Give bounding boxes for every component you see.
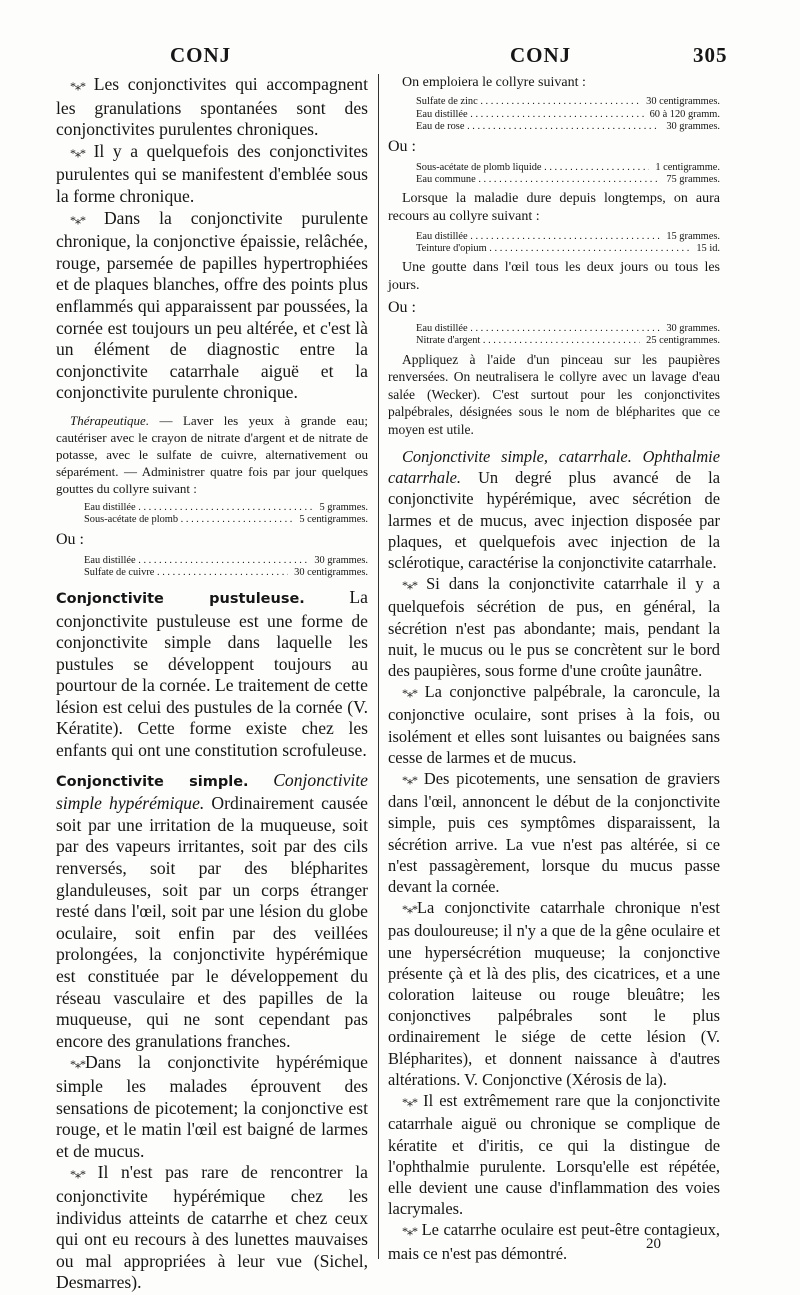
paragraph [388,1219,720,1263]
paragraph-text: Il n'est pas rare de rencontrer la conjonctivite hypérémique chez les individus atteints de catarrhe et chez ceux qui ont eu recours à des lunettes mauvaises ou mal appropriées à leur vue (Sichel, Desmarres). [56,1162,368,1293]
paragraph: On emploiera le collyre suivant : [402,75,586,90]
therapy-text: — Laver les yeux à grande eau; cautériser avec le crayon de nitrate d'argent et de nitrate de potasse, avec le sulfate de cuivre, alternativement ou séparément. — Administrer quatre fois par jour quelques gouttes du collyre suivant : [56,412,368,496]
paragraph-text: Il y a quelquefois des conjonctivites purulentes qui se manifestent d'emblée sous la forme chronique. [56,140,368,206]
right-column [388,74,720,1264]
prescription-line: Eau distillée . . . 5 grammes. [84,502,368,515]
or-label: Ou : [56,530,84,548]
asterism: *⁎* [402,1095,417,1110]
paragraph [388,681,720,768]
left-column [56,74,368,1295]
entry-text: Ordinairement causée soit par une irritation de la muqueuse, soit par des vapeurs irritantes, soit par des cils renversés, soit par des blépharites glanduleuses, soit par un corps étranger resté dans l'œil, soit par une lésion du globe oculaire, soit enfin par des veillées prolongées, la conjonctivite hypérémique est constituée par le développement du réseau vasculaire et des papilles de la muqueuse, qui ne sont cependant pas encore des granulations franches. [56,793,368,1051]
paragraph [56,74,368,141]
paragraph-text: Dans la conjonctivite purulente chronique, la conjonctive épaissie, relâchée, rouge, parsemée de papilles hypertrophiées et de plaques blanches, offre des points plus enflammés qui apparaissent par poussées, la cornée est toujours un peu altérée, et c'est là un élément de diagnostic entre la conjonctivite catarrhale aiguë et la conjonctivite purulente chronique. [56,207,368,403]
signature-mark: 20 [646,1236,661,1252]
paragraph-text: La conjonctive palpébrale, la caroncule, la conjonctive oculaire, sont prises à la fois, ou isolément et elles sont luisantes ou baignées sans cesse de larmes et de mucus. [388,682,720,767]
paragraph [388,1090,720,1219]
paragraph-text: La conjonctivite catarrhale chronique n'est pas douloureuse; il n'y a que de la gêne oculaire et une hypersécrétion muqueuse; la conjonctive présente çà et là des plis, des cicatrices, et a une coloration laiteuse ou rouge bleuâtre; les conjonctives palpébrales sont le plus ordinairement le siége de cette lésion (V. Blépharites), et donnent naissance à d'autres altérations. V. Conjonctive (Xérosis de la). [388,898,720,1089]
prescription-line: Sous-acétate de plomb liquide . . . 1 centigramme. [416,162,720,175]
entry-subtitle: Conjonctivite simple hypérémique. [56,769,368,814]
prescription-2 [84,555,368,580]
paragraph: Lorsque la maladie dure depuis longtemps, on aura recours au collyre suivant : [388,190,720,224]
entry-catarrhale [388,446,720,573]
prescription-line: Eau distillée . . . 30 grammes. [84,555,368,568]
paragraph-text: Les conjonctivites qui accompagnent les granulations spontanées sont des conjonctivites purulentes chroniques. [56,74,368,140]
prescription-line: Teinture d'opium . . . 15 id. [416,243,720,256]
entry-heading: Conjonctivite simple. [56,773,249,790]
prescription-line: Nitrate d'argent . . . 25 centigrammes. [416,335,720,348]
paragraph-text: Si dans la conjonctivite catarrhale il y a quelquefois sécrétion de pus, en général, la sécrétion n'est pas abondante; mais, pendant la nuit, le mucus ou le pus se concrètent sur le bord des paupières, sous forme d'une croûte jaunâtre. [388,574,720,681]
prescription-3 [416,96,720,134]
prescription-line: Eau distillée . . . 15 grammes. [416,231,720,244]
paragraph [388,897,720,1090]
prescription-6 [416,323,720,348]
asterism: *⁎* [70,145,85,160]
entry-subtitle: Conjonctivite simple, catarrhale. Ophthalmie catarrhale. [388,447,720,488]
prescription-4 [416,162,720,187]
prescription-5 [416,231,720,256]
prescription-1 [84,502,368,527]
paragraph-text: Des picotements, une sensation de graviers dans l'œil, annoncent le début de la conjonctivite simple, puis ces symptômes disparaissent, la sécrétion arrive. La vue n'est pas altérée, si ce n'est passagèrement, lorsque du mucus passe devant la cornée. [388,769,720,897]
page-number: 305 [693,43,728,67]
paragraph [56,208,368,404]
entry-heading: Conjonctivite pustuleuse. [56,590,305,607]
paragraph-text: Dans la conjonctivite hypérémique simple les malades éprouvent des sensations de picotement; la conjonctive est rouge, et le matin l'œil est baigné de larmes et de mucus. [56,1052,368,1161]
asterism: *⁎* [70,79,85,93]
paragraph: Une goutte dans l'œil tous les deux jours ou tous les jours. [388,259,720,293]
prescription-line: Sulfate de zinc . . . 30 centigrammes. [416,96,720,109]
prescription-line: Eau de rose . . . 30 grammes. [416,121,720,134]
running-head-right: CONJ [510,43,572,67]
or-label: Ou : [388,298,416,316]
asterism: *⁎* [70,1167,85,1182]
or-label: Ou : [388,137,416,155]
paragraph [56,1162,368,1294]
asterism: *⁎* [402,773,417,788]
prescription-line: Eau commune . . . 75 grammes. [416,174,720,187]
asterism: *⁎* [70,212,85,227]
prescription-line: Sulfate de cuivre . . . 30 centigrammes. [84,567,368,580]
column-divider [378,74,379,1259]
therapy-label: Thérapeutique. [70,412,150,428]
paragraph: Appliquez à l'aide d'un pinceau sur les paupières renversées. On neutralisera le collyre avec un lavage d'eau salée (Wecker). C'est surtout pour les conjonctivites palpébrales, désignées sous le nom de blépharites que ce moyen est utile. [388,351,720,437]
prescription-line: Eau distillée . . . 30 grammes. [416,323,720,336]
therapy-paragraph [56,412,368,497]
entry-text: Un degré plus avancé de la conjonctivite hypérémique, avec sécrétion de larmes et de mucus, avec injection disposée par plaques, et quelquefois avec injection de la sclérotique, caractérise la conjonctivite catarrhale. [388,468,720,573]
paragraph [388,768,720,897]
entry-pustuleuse [56,587,368,762]
asterism: *⁎* [402,1224,417,1239]
paragraph [388,573,720,681]
paragraph [56,141,368,208]
asterism: *⁎* [70,1057,85,1072]
paragraph-text: Le catarrhe oculaire est peut-être contagieux, mais ce n'est pas démontré. [388,1220,720,1263]
paragraph-text: Il est extrêmement rare que la conjonctivite catarrhale aiguë ou chronique se complique de kératite et d'iritis, ce qui la distingue de l'ophthalmie purulente. Lorsqu'elle est répétée, elle devient une cause d'inflammation des voies lacrymales. [388,1091,720,1219]
asterism: *⁎* [402,686,417,701]
paragraph [56,1052,368,1162]
entry-simple [56,770,368,1053]
prescription-line: Eau distillée . . . 60 à 120 gramm. [416,109,720,122]
prescription-line: Sous-acétate de plomb . . . 5 centigrammes. [84,514,368,527]
asterism: *⁎* [402,578,417,593]
running-head-left: CONJ [170,43,232,67]
asterism: *⁎* [402,902,417,917]
entry-text: La conjonctivite pustuleuse est une forme de conjonctivite simple dans laquelle les pustules se développent toujours au pourtour de la cornée. Le traitement de cette lésion est celui des pustules de la cornée (V. Kératite). Cette forme existe chez les enfants qui ont une constitution scrofuleuse. [56,586,368,761]
